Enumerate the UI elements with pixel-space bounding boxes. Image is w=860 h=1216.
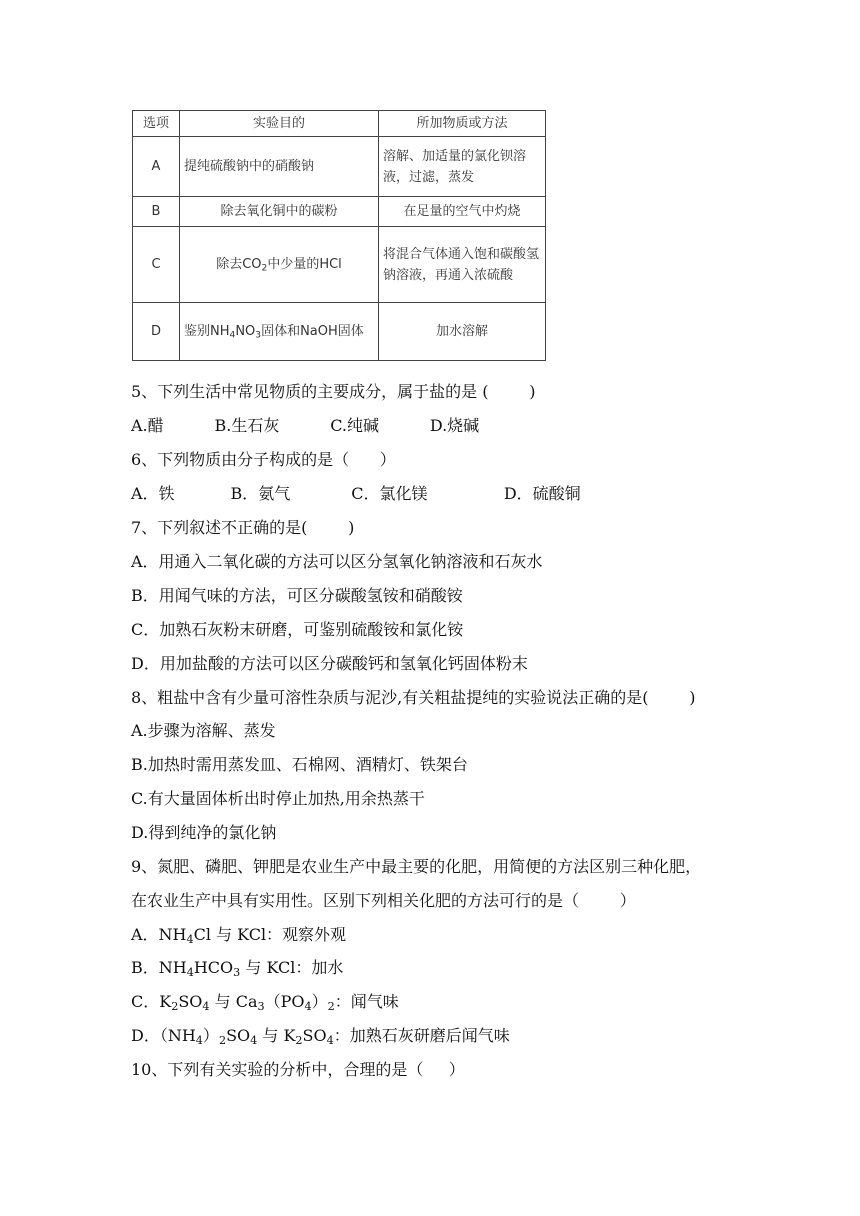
subscript: 4	[229, 330, 236, 341]
text: A．NH	[131, 925, 187, 944]
question-8-stem: 8、粗盐中含有少量可溶性杂质与泥沙,有关粗盐提纯的实验说法正确的是( )	[131, 688, 696, 707]
question-9-option-c	[131, 992, 399, 1012]
subscript: 3	[255, 330, 262, 341]
table-cell-option: A	[133, 137, 180, 197]
goal-text: 鉴别NH	[184, 324, 230, 339]
subscript: 4	[186, 965, 194, 979]
text: （PO	[264, 992, 305, 1011]
question-7-option-a: A．用通入二氧化碳的方法可以区分氢氧化钠溶液和石灰水	[131, 552, 543, 571]
table-cell-goal	[180, 303, 379, 361]
subscript: 2	[218, 1033, 227, 1047]
table-row	[133, 137, 546, 197]
table-cell-goal	[180, 227, 379, 303]
table-cell-option: B	[133, 197, 180, 227]
question-10-stem: 10、下列有关实验的分析中，合理的是（ ）	[131, 1060, 465, 1079]
subscript: 4	[250, 1033, 258, 1047]
text: Cl 与 KCl：观察外观	[193, 925, 347, 944]
question-8-option-b: B.加热时需用蒸发皿、石棉网、酒精灯、铁架台	[131, 755, 468, 774]
text: HCO	[193, 958, 234, 977]
table-cell-option: C	[133, 227, 180, 303]
subscript: 4	[186, 932, 194, 946]
table-header-cell: 选项	[133, 111, 180, 137]
question-9-option-a	[131, 925, 346, 945]
table-cell-method: 溶解、加适量的氯化钡溶液，过滤，蒸发	[379, 137, 546, 197]
question-8-option-d: D.得到纯净的氯化钠	[131, 823, 277, 842]
question-9-stem-line1: 9、氮肥、磷肥、钾肥是农业生产中最主要的化肥，用简便的方法区别三种化肥，	[131, 857, 702, 876]
question-9-stem-line2: 在农业生产中具有实用性。区别下列相关化肥的方法可行的是（ ）	[131, 891, 636, 910]
table-cell-method: 将混合气体通入饱和碳酸氢钠溶液，再通入浓硫酸	[379, 227, 546, 303]
subscript: 3	[257, 999, 265, 1013]
text: 与 KCl：加水	[240, 958, 344, 977]
text: ）	[311, 992, 328, 1011]
question-9-option-b	[131, 958, 343, 978]
subscript: 2	[295, 1033, 303, 1047]
subscript: 3	[233, 965, 241, 979]
subscript: 4	[202, 999, 210, 1013]
question-7-option-d: D．用加盐酸的方法可以区分碳酸钙和氢氧化钙固体粉末	[131, 654, 528, 673]
text: 与 K	[257, 1026, 296, 1045]
table-cell-method: 加水溶解	[379, 303, 546, 361]
goal-text: 固体和NaOH固体	[261, 324, 364, 339]
question-7-option-c: C．加熟石灰粉末研磨，可鉴别硫酸铵和氯化铵	[131, 620, 464, 639]
text: ：闻气味	[334, 992, 399, 1011]
question-6-stem: 6、下列物质由分子构成的是（ ）	[131, 450, 396, 469]
text: SO	[226, 1026, 251, 1045]
text: SO	[302, 1026, 327, 1045]
goal-text: 中少量的HCl	[267, 257, 342, 272]
text: ：加熟石灰研磨后闻气味	[333, 1026, 510, 1045]
question-5-options: A.醋 B.生石灰 C.纯碱 D.烧碱	[131, 416, 480, 435]
table-cell-goal: 提纯硫酸钠中的硝酸钠	[180, 137, 379, 197]
table-cell-option: D	[133, 303, 180, 361]
subscript: 2	[171, 999, 179, 1013]
table-cell-goal: 除去氧化铜中的碳粉	[180, 197, 379, 227]
question-5-stem: 5、下列生活中常见物质的主要成分，属于盐的是 ( )	[131, 382, 536, 401]
text: ）	[202, 1026, 219, 1045]
subscript: 4	[326, 1033, 334, 1047]
table-row	[133, 227, 546, 303]
table-header-cell: 实验目的	[180, 111, 379, 137]
table-header-cell: 所加物质或方法	[379, 111, 546, 137]
table-cell-method: 在足量的空气中灼烧	[379, 197, 546, 227]
subscript: 2	[327, 999, 335, 1013]
text: B．NH	[131, 958, 187, 977]
question-6-options: A．铁 B．氨气 C．氯化镁 D．硫酸铜	[131, 484, 581, 503]
text: 与 Ca	[209, 992, 258, 1011]
question-8-option-a: A.步骤为溶解、蒸发	[131, 721, 276, 740]
question-9-option-d	[131, 1026, 510, 1046]
question-7-option-b: B．用闻气味的方法，可区分碳酸氢铵和硝酸铵	[131, 586, 463, 605]
text: C．K	[131, 992, 172, 1011]
question-7-stem: 7、下列叙述不正确的是( )	[131, 518, 355, 537]
subscript: 4	[304, 999, 312, 1013]
subscript: 4	[195, 1033, 203, 1047]
text: SO	[178, 992, 203, 1011]
goal-text: 除去CO	[216, 257, 262, 272]
goal-text: NO	[235, 324, 256, 339]
question-8-option-c: C.有大量固体析出时停止加热,用余热蒸干	[131, 789, 425, 808]
table-row	[133, 303, 546, 361]
table-row	[133, 197, 546, 227]
options-table	[132, 110, 546, 361]
text: D．（NH	[131, 1026, 196, 1045]
subscript: 2	[261, 263, 268, 274]
table-header-row	[133, 111, 546, 137]
